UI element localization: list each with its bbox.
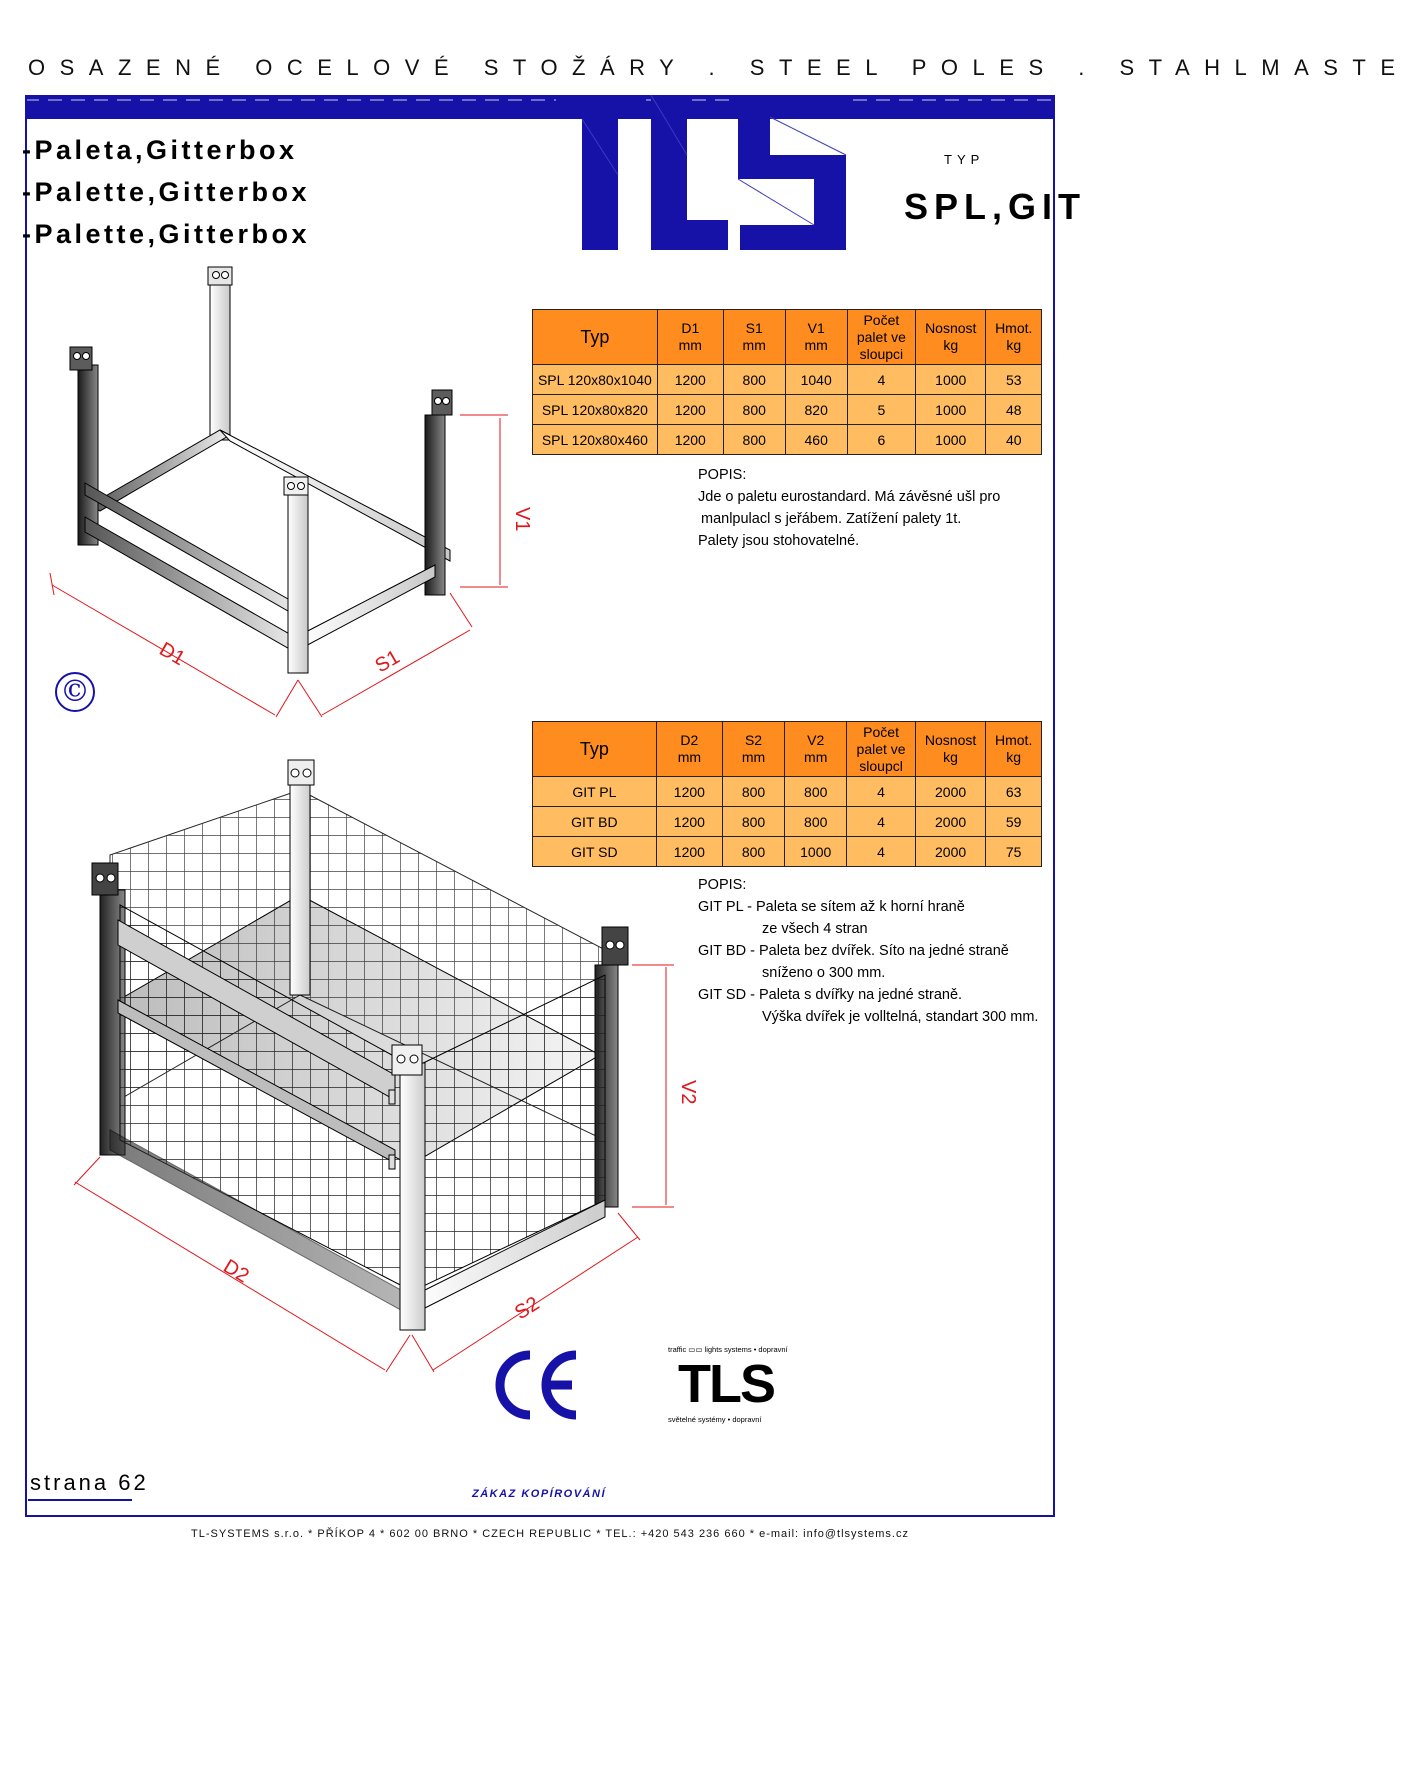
page-number-underline — [28, 1499, 132, 1501]
cell-d: 1200 — [656, 837, 722, 867]
page-number: strana 62 — [30, 1470, 149, 1495]
cell-pocet: 4 — [847, 807, 915, 837]
description-line: sníženo o 300 mm. — [762, 965, 886, 981]
col-header-hmot: Hmot. kg — [986, 722, 1042, 777]
dim-label-d1: D1 — [155, 638, 189, 671]
cell-nosnost: 2000 — [915, 777, 986, 807]
description-label: POPIS: — [698, 467, 747, 483]
type-label: TYP — [944, 152, 985, 167]
cell-s: 800 — [722, 807, 784, 837]
subtitle-en: ‑Palette,Gitterbox — [22, 177, 311, 207]
bullet-dash-icon: ‑ — [22, 219, 35, 249]
small-logo-caption-top: traffic ▭▭ lights systems • dopravní — [668, 1345, 788, 1354]
cell-v: 460 — [785, 425, 847, 455]
cell-typ: GIT BD — [533, 807, 657, 837]
description-git — [698, 874, 1038, 1028]
col-header-pocet: Počet palet ve sloupci — [847, 310, 915, 365]
cell-hmot: 63 — [986, 777, 1042, 807]
cell-nosnost: 1000 — [916, 365, 986, 395]
table-header-row — [533, 310, 1042, 365]
cell-pocet: 4 — [847, 837, 915, 867]
col-header-v2: V2 mm — [785, 722, 847, 777]
col-header-d2: D2 mm — [656, 722, 722, 777]
cell-s: 800 — [723, 365, 785, 395]
cell-s: 800 — [722, 837, 784, 867]
cell-v: 1040 — [785, 365, 847, 395]
col-header-d1: D1 mm — [657, 310, 723, 365]
gitterbox-drawing — [40, 745, 700, 1375]
cell-nosnost: 1000 — [916, 395, 986, 425]
dim-label-s1: S1 — [371, 646, 404, 678]
col-header-s2: S2 mm — [722, 722, 784, 777]
cell-d: 1200 — [656, 777, 722, 807]
header-dash-line — [25, 97, 1055, 103]
description-line: GIT SD - Paleta s dvířky na jedné straně. — [698, 987, 963, 1003]
cell-d: 1200 — [657, 395, 723, 425]
bullet-dash-icon: ‑ — [22, 135, 35, 165]
cell-typ: SPL 120x80x460 — [533, 425, 658, 455]
cell-pocet: 5 — [847, 395, 915, 425]
cell-nosnost: 1000 — [916, 425, 986, 455]
cell-s: 800 — [722, 777, 784, 807]
small-logo-text: TLS — [678, 1354, 774, 1414]
cell-pocet: 4 — [847, 365, 915, 395]
ce-mark-icon — [488, 1345, 588, 1425]
cell-nosnost: 2000 — [915, 807, 986, 837]
description-line: GIT PL - Paleta se sítem až k horní hraně — [698, 899, 965, 915]
cell-s: 800 — [723, 425, 785, 455]
description-label: POPIS: — [698, 877, 747, 893]
cell-d: 1200 — [656, 807, 722, 837]
cell-hmot: 48 — [986, 395, 1042, 425]
cell-hmot: 53 — [986, 365, 1042, 395]
dim-label-v1: V1 — [511, 507, 533, 532]
ce-mark — [488, 1345, 588, 1425]
cell-s: 800 — [723, 395, 785, 425]
col-header-pocet: Počet palet ve sloupcl — [847, 722, 915, 777]
description-line: Palety jsou stohovatelné. — [698, 533, 860, 549]
table-row — [533, 395, 1042, 425]
cell-nosnost: 2000 — [915, 837, 986, 867]
cell-typ: SPL 120x80x820 — [533, 395, 658, 425]
cell-pocet: 6 — [847, 425, 915, 455]
table-row — [533, 425, 1042, 455]
description-spl — [698, 464, 1000, 552]
spec-table-spl — [532, 309, 1042, 455]
tls-logo — [556, 95, 856, 250]
col-header-nosnost: Nosnost kg — [916, 310, 986, 365]
col-header-typ: Typ — [533, 722, 657, 777]
description-line: Jde o paletu eurostandard. Má závěsné ušl pro — [698, 489, 1001, 505]
col-header-s1: S1 mm — [723, 310, 785, 365]
cell-v: 800 — [785, 777, 847, 807]
header-title: OSAZENÉ OCELOVÉ STOŽÁRY . STEEL POLES . STAHLMASTE — [28, 55, 1410, 80]
small-tls-logo — [660, 1345, 810, 1425]
description-line: ze všech 4 stran — [762, 921, 868, 937]
col-header-typ: Typ — [533, 310, 658, 365]
cell-d: 1200 — [657, 365, 723, 395]
cell-v: 800 — [785, 807, 847, 837]
dim-label-v2: V2 — [677, 1080, 699, 1105]
cell-v: 820 — [785, 395, 847, 425]
cell-typ: SPL 120x80x1040 — [533, 365, 658, 395]
frame-left — [25, 95, 27, 1517]
col-header-nosnost: Nosnost kg — [915, 722, 986, 777]
subtitle-cz: ‑Paleta,Gitterbox — [22, 135, 298, 165]
cell-pocet: 4 — [847, 777, 915, 807]
type-value: SPL,GIT — [904, 186, 1087, 227]
copy-notice: ZÁKAZ KOPÍROVÁNÍ — [472, 1488, 606, 1500]
dim-label-d2: D2 — [219, 1255, 253, 1288]
col-header-hmot: Hmot. kg — [986, 310, 1042, 365]
cell-d: 1200 — [657, 425, 723, 455]
dim-label-s2: S2 — [510, 1292, 544, 1325]
footer-contact: TL-SYSTEMS s.r.o. * PŘÍKOP 4 * 602 00 BRNO * CZECH REPUBLIC * TEL.: +420 543 236 660 * e-mail: info@tlsystems.cz — [191, 1528, 909, 1540]
cell-v: 1000 — [785, 837, 847, 867]
small-logo-caption-bottom: světelné systémy • dopravní — [668, 1415, 762, 1424]
description-line: Výška dvířek je volltelná, standart 300 mm. — [762, 1009, 1039, 1025]
cell-hmot: 75 — [986, 837, 1042, 867]
description-line: manlpulacl s jeřábem. Zatížení palety 1t. — [701, 511, 962, 527]
bullet-dash-icon: ‑ — [22, 177, 35, 207]
cell-hmot: 40 — [986, 425, 1042, 455]
cell-hmot: 59 — [986, 807, 1042, 837]
cell-typ: GIT PL — [533, 777, 657, 807]
table-row — [533, 365, 1042, 395]
frame-right — [1053, 95, 1055, 1517]
col-header-v1: V1 mm — [785, 310, 847, 365]
frame-bottom — [25, 1515, 1055, 1517]
spl-pallet-drawing — [40, 255, 533, 725]
cell-typ: GIT SD — [533, 837, 657, 867]
copyright-icon: © — [55, 672, 95, 712]
description-line: GIT BD - Paleta bez dvířek. Síto na jedné straně — [698, 943, 1009, 959]
subtitle-de: ‑Palette,Gitterbox — [22, 219, 311, 249]
